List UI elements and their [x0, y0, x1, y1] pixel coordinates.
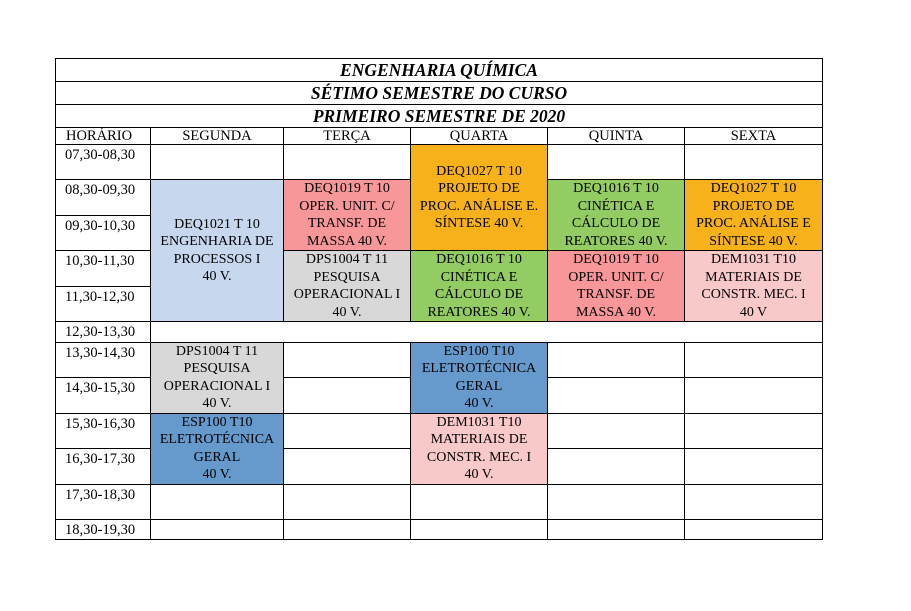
time-slot: 13,30-14,30: [56, 342, 151, 378]
class-text: ESP100 T10 ELETROTÉCNICA GERAL 40 V.: [421, 343, 537, 411]
class-text: ESP100 T10 ELETROTÉCNICA GERAL 40 V.: [159, 414, 275, 482]
empty-cell: [685, 449, 823, 485]
empty-cell: [284, 145, 411, 180]
time-slot: 16,30-17,30: [56, 449, 151, 485]
empty-cell: [548, 342, 685, 378]
empty-cell: [685, 484, 823, 519]
empty-cell: [685, 413, 823, 449]
empty-cell: [548, 449, 685, 485]
time-slot: 07,30-08,30: [56, 145, 151, 180]
class-text: DEQ1016 T 10 CINÉTICA E CÁLCULO DE REATORES 40 V.: [427, 252, 531, 320]
empty-cell: [685, 145, 823, 180]
class-text: DEQ1021 T 10 ENGENHARIA DE PROCESSOS I 40 V.: [160, 216, 274, 284]
class-cell: [685, 180, 823, 251]
time-slot: 15,30-16,30: [56, 413, 151, 449]
class-text: DEM1031 T10 MATERIAIS DE CONSTR. MEC. I 40 V: [701, 252, 806, 320]
title-year: PRIMEIRO SEMESTRE DE 2020: [56, 105, 823, 128]
title-semester: SÉTIMO SEMESTRE DO CURSO: [56, 82, 823, 105]
class-cell: [151, 342, 284, 413]
empty-cell: [151, 484, 284, 519]
empty-cell: [284, 449, 411, 485]
empty-cell: [151, 519, 284, 540]
empty-cell: [685, 378, 823, 414]
class-cell: [151, 180, 284, 322]
header-terca: TERÇA: [284, 128, 411, 145]
header-quinta: QUINTA: [548, 128, 685, 145]
empty-cell: [411, 519, 548, 540]
empty-cell: [548, 413, 685, 449]
empty-cell: [548, 378, 685, 414]
header-quarta: QUARTA: [411, 128, 548, 145]
class-cell: [284, 251, 411, 322]
schedule-table: [55, 58, 823, 540]
empty-cell: [151, 145, 284, 180]
header-sexta: SEXTA: [685, 128, 823, 145]
class-text: DEQ1016 T 10 CINÉTICA E CÁLCULO DE REATORES 40 V.: [564, 181, 668, 249]
header-horario: HORÁRIO: [56, 128, 151, 145]
header-segunda: SEGUNDA: [151, 128, 284, 145]
time-slot: 14,30-15,30: [56, 378, 151, 414]
empty-cell: [284, 378, 411, 414]
class-cell: [411, 413, 548, 484]
empty-cell: [548, 145, 685, 180]
empty-cell: [284, 342, 411, 378]
empty-cell: [548, 519, 685, 540]
empty-cell: [284, 413, 411, 449]
time-slot: 17,30-18,30: [56, 484, 151, 519]
class-text: DEQ1027 T 10 PROJETO DE PROC. ANÁLISE E. SÍNTESE 40 V.: [419, 163, 539, 231]
empty-cell: [411, 484, 548, 519]
class-cell: [685, 251, 823, 322]
empty-cell: [548, 484, 685, 519]
title-course: ENGENHARIA QUÍMICA: [56, 59, 823, 82]
class-cell: [284, 180, 411, 251]
time-slot: 08,30-09,30: [56, 180, 151, 216]
empty-cell: [685, 342, 823, 378]
class-cell: [548, 251, 685, 322]
time-slot: 11,30-12,30: [56, 286, 151, 322]
class-text: DEQ1019 T 10 OPER. UNIT. C/ TRANSF. DE MASSA 40 V.: [299, 181, 395, 249]
empty-cell: [151, 322, 823, 343]
empty-cell: [685, 519, 823, 540]
empty-cell: [284, 519, 411, 540]
class-cell: [411, 251, 548, 322]
class-text: DPS1004 T 11 PESQUISA OPERACIONAL I 40 V.: [293, 252, 401, 320]
class-cell: [151, 413, 284, 484]
time-slot: 18,30-19,30: [56, 519, 151, 540]
class-cell: [548, 180, 685, 251]
time-slot: 10,30-11,30: [56, 251, 151, 287]
empty-cell: [284, 484, 411, 519]
class-cell: [411, 342, 548, 413]
time-slot: 12,30-13,30: [56, 322, 151, 343]
class-text: DEM1031 T10 MATERIAIS DE CONSTR. MEC. I 40 V.: [426, 414, 532, 482]
time-slot: 09,30-10,30: [56, 215, 151, 251]
class-text: DPS1004 T 11 PESQUISA OPERACIONAL I 40 V.: [163, 343, 271, 411]
class-text: DEQ1019 T 10 OPER. UNIT. C/ TRANSF. DE MASSA 40 V.: [568, 252, 664, 320]
class-cell: [411, 145, 548, 251]
class-text: DEQ1027 T 10 PROJETO DE PROC. ANÁLISE E SÍNTESE 40 V.: [696, 181, 811, 249]
